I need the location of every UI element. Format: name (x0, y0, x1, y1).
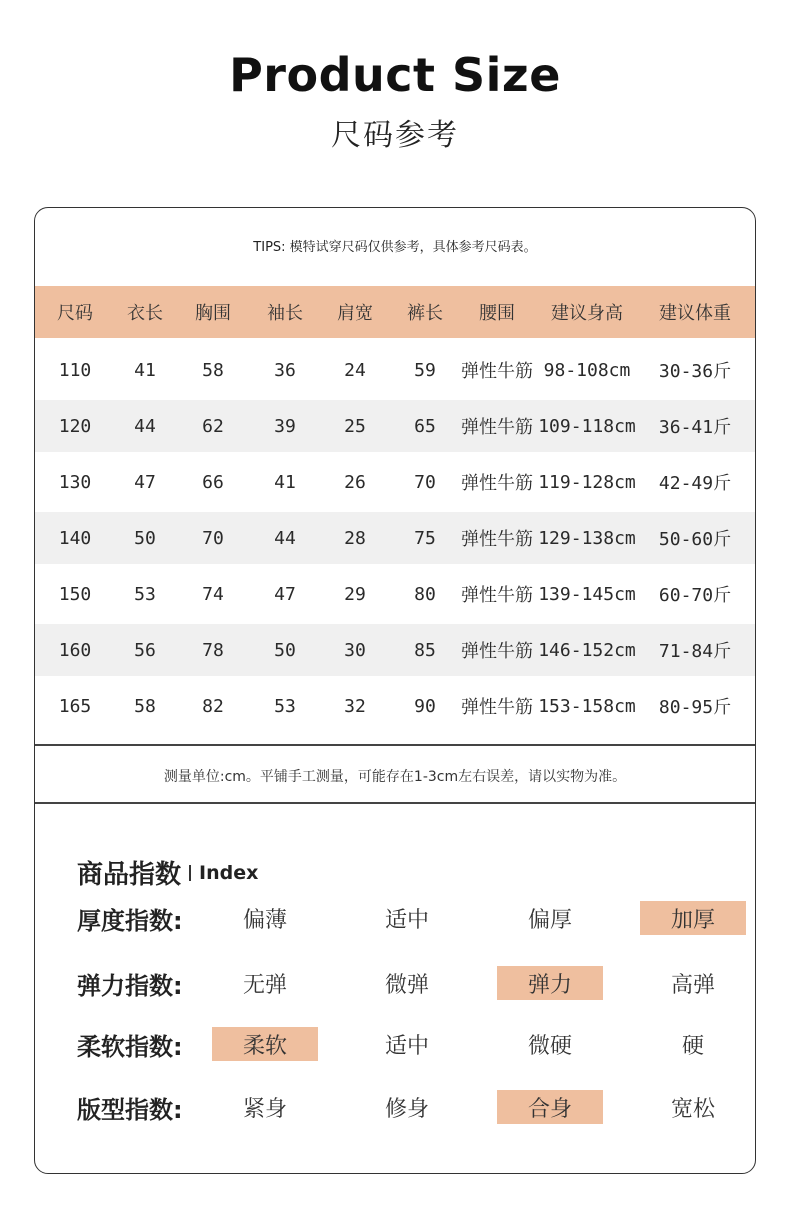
table-cell: 60-70斤 (658, 585, 732, 606)
index-option-selected: 合身 (497, 1090, 603, 1124)
page-subtitle: 尺码参考 (331, 118, 459, 153)
table-cell: 30 (344, 639, 366, 661)
index-option: 硬 (681, 1033, 704, 1059)
table-cell: 26 (344, 471, 366, 493)
table-cell: 58 (202, 359, 224, 381)
table-cell: 弹性牛筋 (461, 697, 533, 718)
column-header: 袖长 (267, 303, 303, 324)
index-row-label: 柔软指数: (77, 1032, 183, 1061)
table-cell: 47 (274, 583, 296, 605)
table-cell: 44 (134, 415, 156, 437)
table-cell: 62 (202, 415, 224, 437)
table-cell: 弹性牛筋 (461, 417, 533, 438)
table-cell: 130 (58, 471, 92, 493)
index-title (77, 854, 258, 891)
measure-note: 测量单位:cm。平铺手工测量，可能存在1-3cm左右误差，请以实物为准。 (163, 769, 627, 785)
table-cell: 70 (414, 471, 436, 493)
tips-text: TIPS: 模特试穿尺码仅供参考，具体参考尺码表。 (253, 240, 537, 255)
index-title-en: Index (199, 861, 259, 884)
table-cell: 75 (414, 527, 436, 549)
index-option-selected: 加厚 (640, 901, 746, 935)
index-row-label: 版型指数: (77, 1095, 183, 1124)
table-cell: 129-138cm (538, 527, 636, 549)
table-cell: 150 (58, 583, 92, 605)
table-cell: 98-108cm (543, 359, 631, 381)
table-cell: 85 (414, 639, 436, 661)
index-option: 高弹 (670, 972, 715, 998)
divider-top (35, 744, 755, 746)
index-row (35, 1087, 755, 1127)
index-row (35, 898, 755, 938)
table-cell: 53 (274, 695, 296, 717)
table-cell: 160 (58, 639, 92, 661)
table-cell: 70 (202, 527, 224, 549)
table-cell: 32 (344, 695, 366, 717)
table-cell: 146-152cm (538, 639, 636, 661)
index-option-selected: 弹力 (497, 966, 603, 1000)
column-header: 裤长 (407, 303, 443, 324)
table-cell: 139-145cm (538, 583, 636, 605)
table-row (35, 624, 755, 676)
table-cell: 30-36斤 (658, 361, 732, 382)
page-title: Product Size (229, 48, 561, 102)
index-title-separator (189, 865, 191, 881)
table-cell: 弹性牛筋 (461, 361, 533, 382)
column-header: 建议身高 (551, 303, 623, 324)
index-option: 修身 (384, 1096, 429, 1122)
table-cell: 47 (134, 471, 156, 493)
table-cell: 29 (344, 583, 366, 605)
table-cell: 66 (202, 471, 224, 493)
index-option: 无弹 (242, 972, 287, 998)
table-row (35, 456, 755, 508)
index-option: 适中 (384, 907, 429, 933)
table-cell: 71-84斤 (658, 641, 732, 662)
table-cell: 41 (134, 359, 156, 381)
table-cell: 78 (202, 639, 224, 661)
table-row (35, 512, 755, 564)
index-option: 宽松 (670, 1096, 715, 1122)
table-cell: 36 (274, 359, 296, 381)
index-option: 微弹 (384, 972, 429, 998)
table-cell: 弹性牛筋 (461, 473, 533, 494)
table-row (35, 400, 755, 452)
table-cell: 50 (274, 639, 296, 661)
table-row (35, 344, 755, 396)
table-cell: 80-95斤 (658, 697, 732, 718)
size-card (34, 207, 756, 1174)
table-cell: 50 (134, 527, 156, 549)
index-row-label: 弹力指数: (77, 971, 183, 1000)
table-cell: 弹性牛筋 (461, 641, 533, 662)
index-option: 偏厚 (527, 907, 572, 933)
table-cell: 119-128cm (538, 471, 636, 493)
table-cell: 65 (414, 415, 436, 437)
table-cell: 153-158cm (538, 695, 636, 717)
table-cell: 39 (274, 415, 296, 437)
table-cell: 74 (202, 583, 224, 605)
table-cell: 140 (58, 527, 92, 549)
column-header: 腰围 (479, 303, 515, 324)
index-row (35, 1024, 755, 1064)
index-title-cn: 商品指数 (77, 860, 182, 890)
table-cell: 80 (414, 583, 436, 605)
table-cell: 弹性牛筋 (461, 529, 533, 550)
table-cell: 109-118cm (538, 415, 636, 437)
table-cell: 82 (202, 695, 224, 717)
index-option: 紧身 (242, 1096, 287, 1122)
table-cell: 25 (344, 415, 366, 437)
column-header: 胸围 (195, 303, 231, 324)
table-cell: 59 (414, 359, 436, 381)
index-option-selected: 柔软 (212, 1027, 318, 1061)
size-table-header (35, 286, 755, 338)
table-cell: 44 (274, 527, 296, 549)
index-option: 微硬 (527, 1033, 572, 1059)
table-cell: 弹性牛筋 (461, 585, 533, 606)
index-option: 适中 (384, 1033, 429, 1059)
table-cell: 42-49斤 (658, 473, 732, 494)
table-cell: 36-41斤 (658, 417, 732, 438)
table-row (35, 568, 755, 620)
table-cell: 53 (134, 583, 156, 605)
index-option: 偏薄 (242, 907, 287, 933)
table-cell: 58 (134, 695, 156, 717)
table-cell: 110 (58, 359, 92, 381)
table-cell: 120 (58, 415, 92, 437)
column-header: 建议体重 (659, 303, 731, 324)
table-cell: 56 (134, 639, 156, 661)
column-header: 肩宽 (337, 303, 373, 324)
table-cell: 24 (344, 359, 366, 381)
divider-bottom (35, 802, 755, 804)
index-row-label: 厚度指数: (77, 906, 183, 935)
index-row (35, 963, 755, 1003)
table-cell: 28 (344, 527, 366, 549)
table-row (35, 680, 755, 732)
table-cell: 50-60斤 (658, 529, 732, 550)
column-header: 衣长 (127, 303, 163, 324)
table-cell: 41 (274, 471, 296, 493)
column-header: 尺码 (57, 303, 93, 324)
table-cell: 90 (414, 695, 436, 717)
table-cell: 165 (58, 695, 92, 717)
